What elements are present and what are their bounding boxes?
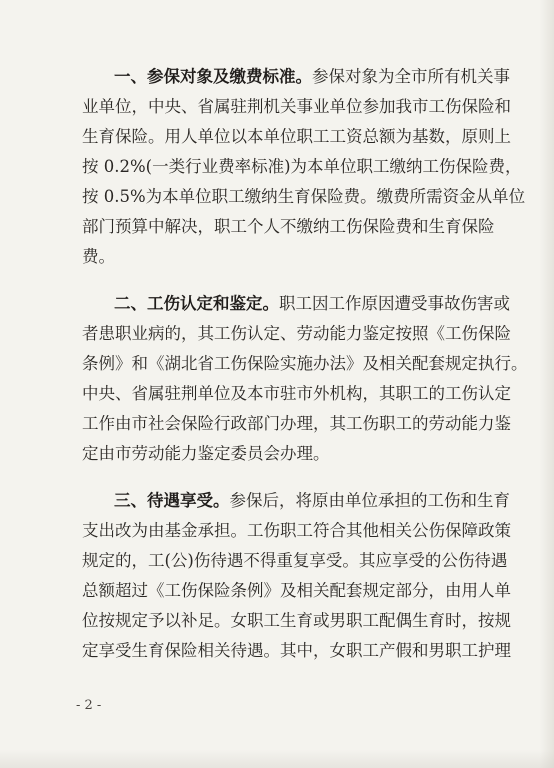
section-2-line-5: 定由市劳动能力鉴定委员会办理。	[82, 444, 330, 463]
section-1-line-5: 部门预算中解决，职工个人不缴纳工伤保险费和生育保险	[82, 217, 495, 236]
section-3-line-3: 总额超过《工伤保险条例》及相关配套规定部分，由用人单	[82, 581, 511, 600]
section-2-line-4: 工作由市社会保险行政部门办理，其工伤职工的劳动能力鉴	[82, 414, 511, 433]
scan-bottom-shadow	[0, 750, 554, 768]
section-2-line-1: 者患职业病的，其工伤认定、劳动能力鉴定按照《工伤保险	[82, 324, 511, 343]
section-1-line-0: 参保对象为全市所有机关事	[312, 67, 510, 86]
section-1-line-3: 按 0.2%(一类行业费率标准)为本单位职工缴纳工伤保险费，	[82, 157, 522, 176]
section-3-heading: 三、待遇享受。	[114, 491, 230, 510]
section-2-first-line	[82, 289, 510, 319]
section-1-heading: 一、参保对象及缴费标准。	[114, 67, 312, 86]
section-2-line-0: 职工因工作原因遭受事故伤害或	[279, 294, 510, 313]
section-1-line-4: 按 0.5%为本单位职工缴纳生育保险费。缴费所需资金从单位	[82, 187, 526, 206]
section-1-first-line	[82, 62, 510, 92]
section-3-line-4: 位按规定予以补足。女职工生育或男职工配偶生育时，按规	[82, 611, 511, 630]
section-3-line-2: 规定的，工(公)伤待遇不得重复享受。其应享受的公伤待遇	[82, 551, 508, 570]
section-2-heading: 二、工伤认定和鉴定。	[114, 294, 279, 313]
section-2-line-3: 中央、省属驻荆单位及本市驻市外机构，其职工的工伤认定	[82, 384, 511, 403]
section-2-line-2: 条例》和《湖北省工伤保险实施办法》及相关配套规定执行。	[82, 354, 528, 373]
scan-edge-shadow	[540, 0, 554, 768]
page-number: - 2 -	[76, 698, 102, 713]
section-1-line-2: 生育保险。用人单位以本单位职工工资总额为基数，原则上	[82, 127, 511, 146]
section-3-line-5: 定享受生育保险相关待遇。其中，女职工产假和男职工护理	[82, 641, 511, 660]
section-3-line-0: 参保后，将原由单位承担的工伤和生育	[229, 491, 510, 510]
section-1-line-1: 业单位，中央、省属驻荆机关事业单位参加我市工伤保险和	[82, 97, 511, 116]
section-3-line-1: 支出改为由基金承担。工伤职工符合其他相关公伤保障政策	[82, 521, 511, 540]
section-3-first-line	[82, 486, 510, 516]
section-1-line-6: 费。	[82, 247, 115, 266]
